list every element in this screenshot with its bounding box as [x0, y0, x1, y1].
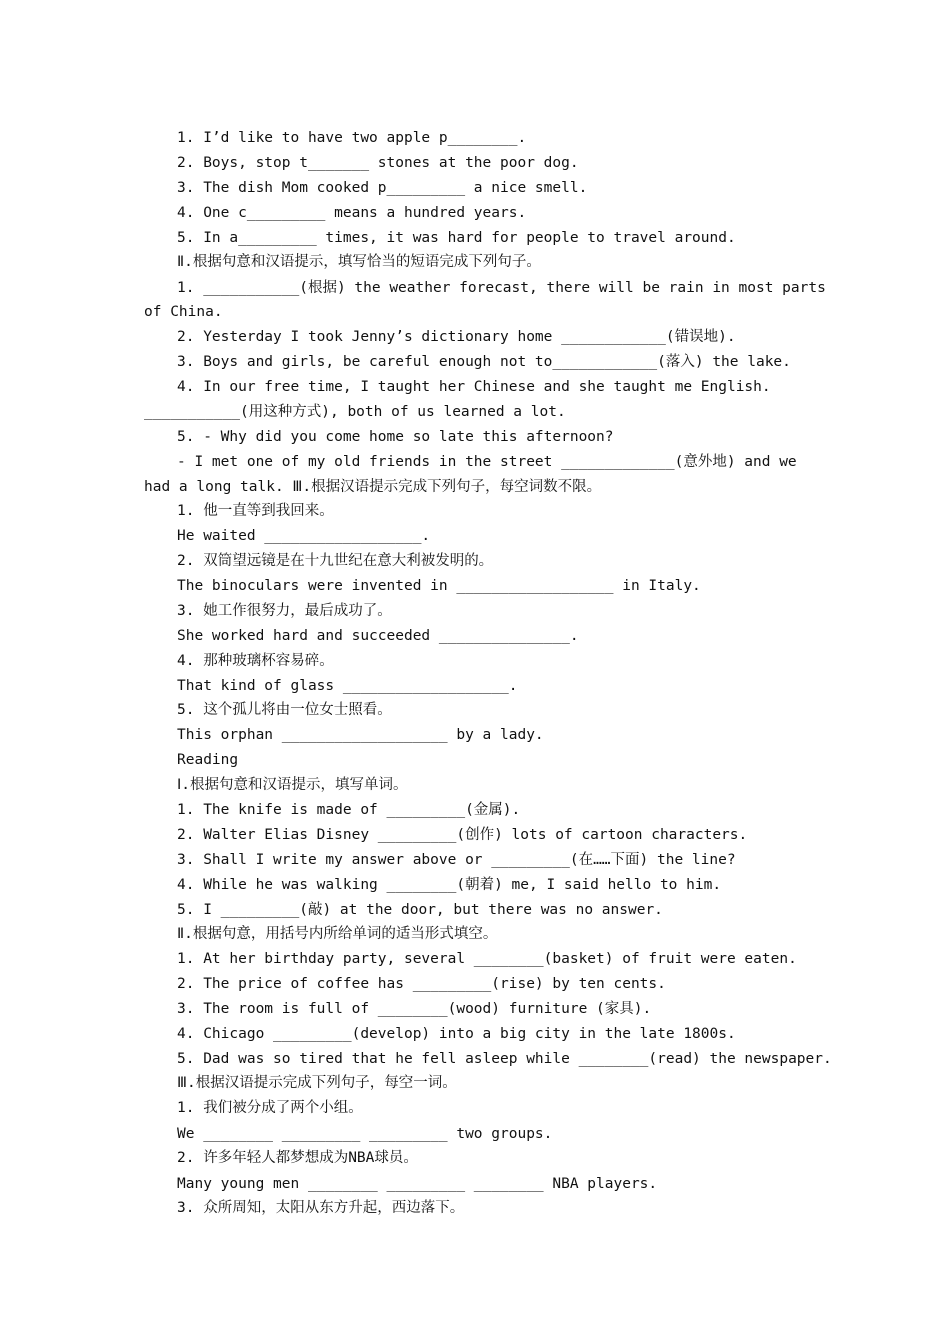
text-line: - I met one of my old friends in the street _____________(意外地) and we — [177, 454, 797, 470]
text-line: 4. While he was walking ________(朝着) me, I said hello to him. — [177, 877, 722, 893]
text-line: 5. In a_________ times, it was hard for people to travel around. — [177, 230, 736, 246]
text-line: 2. The price of coffee has _________(rise) by ten cents. — [177, 976, 666, 992]
text-line: 3. The room is full of ________(wood) furniture (家具). — [177, 1001, 652, 1017]
text-line: 3. 众所周知，太阳从东方升起，西边落下。 — [177, 1200, 465, 1216]
text-line: 1. At her birthday party, several ________(basket) of fruit were eaten. — [177, 951, 797, 967]
text-line: had a long talk. Ⅲ.根据汉语提示完成下列句子，每空词数不限。 — [144, 479, 602, 495]
text-line: 3. 她工作很努力，最后成功了。 — [177, 603, 392, 619]
text-line: 2. Yesterday I took Jenny’s dictionary home ____________(错误地). — [177, 329, 736, 345]
text-line: 1. The knife is made of _________(金属). — [177, 802, 521, 818]
text-line: 5. I _________(敲) at the door, but there was no answer. — [177, 902, 663, 918]
text-line: That kind of glass ___________________. — [177, 678, 518, 694]
text-line: 4. Chicago _________(develop) into a big city in the late 1800s. — [177, 1026, 736, 1042]
text-line: 2. Walter Elias Disney _________(创作) lots of cartoon characters. — [177, 827, 748, 843]
section-heading: Ⅱ.根据句意，用括号内所给单词的适当形式填空。 — [177, 926, 498, 942]
text-line: 5. - Why did you come home so late this afternoon? — [177, 429, 614, 445]
text-line: 5. 这个孤儿将由一位女士照看。 — [177, 702, 392, 718]
text-line: 3. Boys and girls, be careful enough not to____________(落入) the lake. — [177, 354, 791, 370]
text-line: 1. 他一直等到我回来。 — [177, 503, 334, 519]
text-line: 4. 那种玻璃杯容易碎。 — [177, 653, 334, 669]
text-line: We ________ _________ _________ two groups. — [177, 1126, 553, 1142]
text-line: 2. 双筒望远镜是在十九世纪在意大利被发明的。 — [177, 553, 494, 569]
text-line: He waited __________________. — [177, 528, 431, 544]
text-line: 4. In our free time, I taught her Chinese and she taught me English. — [177, 379, 771, 395]
text-line: Many young men ________ _________ ________ NBA players. — [177, 1176, 658, 1192]
section-heading: Ⅲ.根据汉语提示完成下列句子，每空一词。 — [177, 1075, 457, 1091]
text-line: 1. ___________(根据) the weather forecast, there will be rain in most parts — [177, 280, 826, 296]
text-line: This orphan ___________________ by a lady. — [177, 727, 544, 743]
text-line: 1. 我们被分成了两个小组。 — [177, 1100, 363, 1116]
text-line: 4. One c_________ means a hundred years. — [177, 205, 527, 221]
text-line: 2. Boys, stop t_______ stones at the poor dog. — [177, 155, 579, 171]
section-heading: Ⅰ.根据句意和汉语提示，填写单词。 — [177, 777, 408, 793]
text-line: 5. Dad was so tired that he fell asleep while ________(read) the newspaper. — [177, 1051, 832, 1067]
text-line: ___________(用这种方式), both of us learned a lot. — [144, 404, 566, 420]
text-line: 3. The dish Mom cooked p_________ a nice smell. — [177, 180, 588, 196]
text-line: of China. — [144, 304, 223, 320]
text-line: 3. Shall I write my answer above or _________(在……下面) the line? — [177, 852, 736, 868]
text-line: The binoculars were invented in __________________ in Italy. — [177, 578, 701, 594]
text-line: 1. I’d like to have two apple p________. — [177, 130, 527, 146]
text-line: She worked hard and succeeded _______________. — [177, 628, 579, 644]
section-heading: Ⅱ.根据句意和汉语提示，填写恰当的短语完成下列句子。 — [177, 254, 541, 270]
text-line: 2. 许多年轻人都梦想成为NBA球员。 — [177, 1150, 418, 1166]
section-heading: Reading — [177, 752, 239, 768]
